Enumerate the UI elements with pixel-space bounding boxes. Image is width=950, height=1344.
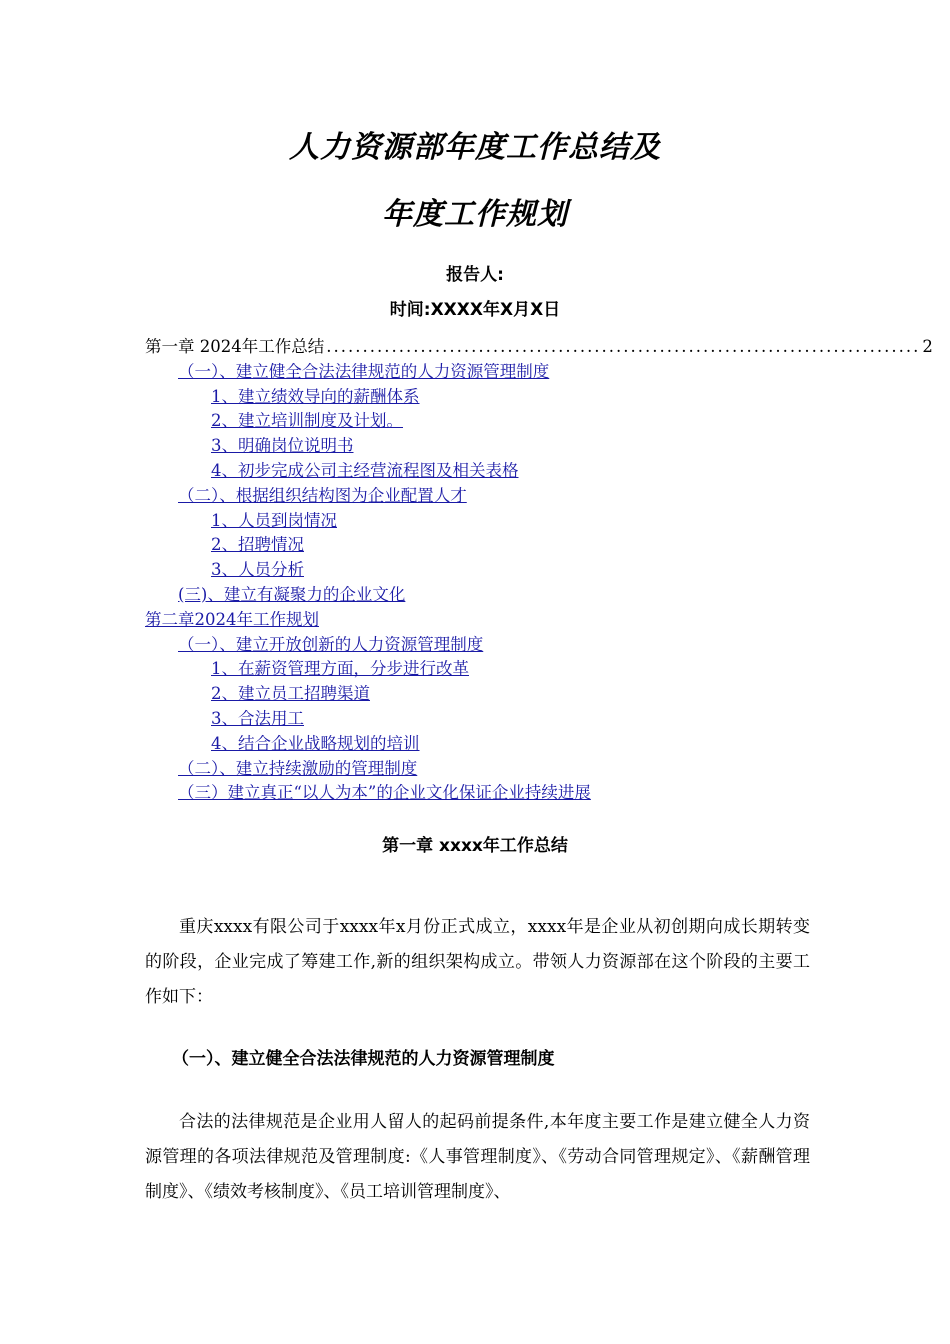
toc-link[interactable]: 2、招聘情况 xyxy=(211,535,304,555)
toc-entry xyxy=(145,459,810,484)
toc-entry xyxy=(145,409,810,434)
toc-entry xyxy=(145,360,810,385)
toc-link[interactable]: 1、建立绩效导向的薪酬体系 xyxy=(211,386,420,406)
table-of-contents xyxy=(145,335,933,806)
document-title-line2: 年度工作规划 xyxy=(382,197,568,232)
document-title-line1: 人力资源部年度工作总结及 xyxy=(289,130,661,165)
toc-entry xyxy=(145,781,810,806)
toc-entry-chapter-1[interactable] xyxy=(145,335,933,360)
toc-entry xyxy=(145,657,810,682)
reporter-label: 报告人: xyxy=(446,265,504,285)
toc-entry xyxy=(145,633,810,658)
toc-entry xyxy=(145,583,810,608)
toc-entry xyxy=(145,732,810,757)
toc-link[interactable]: 4、初步完成公司主经营流程图及相关表格 xyxy=(211,460,519,480)
toc-link[interactable]: 3、人员分析 xyxy=(211,560,304,580)
toc-link[interactable]: 3、明确岗位说明书 xyxy=(211,436,354,456)
toc-entry xyxy=(145,558,810,583)
toc-page-number: 2 xyxy=(922,337,933,356)
toc-link[interactable]: 2、建立员工招聘渠道 xyxy=(211,684,370,704)
toc-entry xyxy=(145,707,810,732)
toc-link[interactable]: 第二章2024年工作规划 xyxy=(145,609,319,629)
report-date: 时间:XXXX年X月X日 xyxy=(389,300,561,320)
toc-link[interactable]: （一）、建立健全合法法律规范的人力资源管理制度 xyxy=(178,361,550,381)
section-heading: （一）、建立健全合法法律规范的人力资源管理制度 xyxy=(172,1049,555,1069)
toc-entry xyxy=(145,385,810,410)
toc-entry xyxy=(145,434,810,459)
body-paragraph: 合法的法律规范是企业用人留人的起码前提条件,本年度主要工作是建立健全人力资源管理的各项法律规范及管理制度:《人事管理制度》、《劳动合同管理规定》、《薪酬管理制度》、《绩效考核制度》、《员工培训管理制度》、 xyxy=(145,1112,810,1202)
toc-link[interactable]: （二）、建立持续激励的管理制度 xyxy=(178,758,418,778)
toc-entry xyxy=(145,608,810,633)
toc-entry xyxy=(145,484,810,509)
toc-link[interactable]: 3、合法用工 xyxy=(211,708,304,728)
toc-link[interactable]: 2、建立培训制度及计划。 xyxy=(211,411,403,431)
toc-entry xyxy=(145,757,810,782)
toc-link[interactable]: （二）、根据组织结构图为企业配置人才 xyxy=(178,485,467,505)
toc-entry xyxy=(145,682,810,707)
toc-link[interactable]: （三）建立真正“以人为本”的企业文化保证企业持续进展 xyxy=(178,783,591,803)
toc-entry xyxy=(145,533,810,558)
toc-leader-dots: .................................................................................. xyxy=(326,337,921,356)
toc-link[interactable]: （一）、建立开放创新的人力资源管理制度 xyxy=(178,634,484,654)
toc-link[interactable]: 1、人员到岗情况 xyxy=(211,510,337,530)
toc-entry-label: 第一章 2024年工作总结 xyxy=(145,337,325,356)
toc-link[interactable]: 4、结合企业战略规划的培训 xyxy=(211,733,420,753)
toc-link[interactable]: 1、在薪资管理方面，分步进行改革 xyxy=(211,659,469,679)
body-paragraph: 重庆xxxx有限公司于xxxx年x月份正式成立，xxxx年是企业从初创期向成长期转变的阶段，企业完成了筹建工作,新的组织架构成立。带领人力资源部在这个阶段的主要工作如下： xyxy=(145,917,810,1007)
toc-link[interactable]: (三)、建立有凝聚力的企业文化 xyxy=(178,584,406,604)
toc-entry xyxy=(145,509,810,534)
chapter-heading: 第一章 xxxx年工作总结 xyxy=(382,836,568,856)
